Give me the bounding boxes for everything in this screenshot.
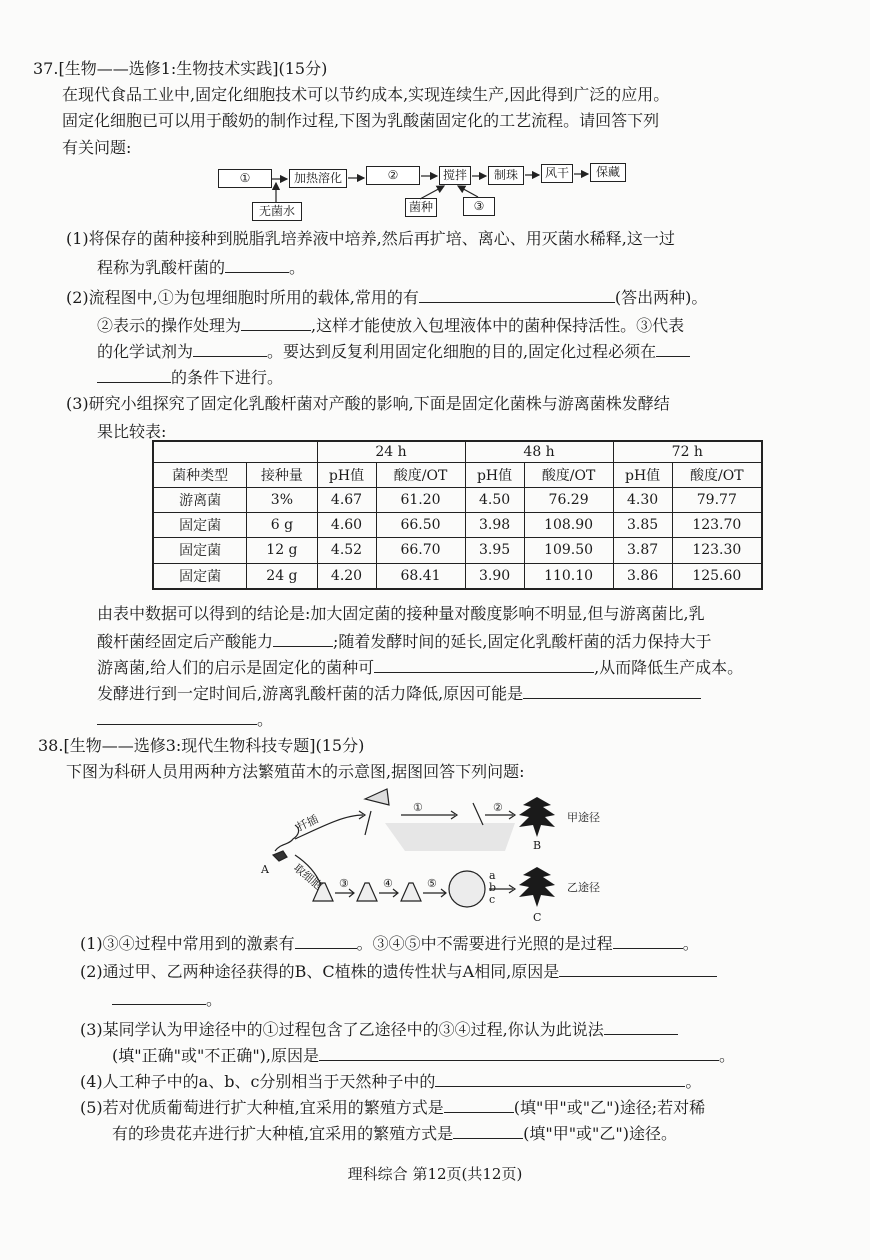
table-cell: 3.86 xyxy=(613,563,672,589)
answer-blank[interactable] xyxy=(613,932,683,949)
q38-q3-line2: (填"正确"或"不正确"),原因是 。 xyxy=(112,1046,736,1065)
table-cell: 固定菌 xyxy=(153,563,247,589)
answer-blank[interactable] xyxy=(559,960,717,977)
answer-blank[interactable] xyxy=(193,340,267,357)
table-cell: 固定菌 xyxy=(153,538,247,563)
flow-input-3: ③ xyxy=(463,197,495,216)
table-cell: 4.60 xyxy=(317,513,376,538)
q38-title: 38.[生物——选修3:现代生物科技专题](15分) xyxy=(38,736,365,755)
leaf-icon xyxy=(273,851,287,861)
q37-p1-line2: 程称为乳酸杆菌的 。 xyxy=(97,258,306,277)
flow-arrows xyxy=(0,0,870,240)
page-footer: 理科综合 第12页(共12页) xyxy=(347,1165,523,1183)
table-cell: 游离菌 xyxy=(153,487,247,512)
answer-blank[interactable] xyxy=(295,932,357,949)
table-cell: 固定菌 xyxy=(153,513,247,538)
label-seed-c: c xyxy=(489,893,496,906)
answer-blank[interactable] xyxy=(319,1044,719,1061)
propagation-figure xyxy=(255,785,615,925)
answer-blank[interactable] xyxy=(523,682,701,699)
q37-p2-line3: 的化学试剂为 。要达到反复利用固定化细胞的目的,固定化过程必须在 xyxy=(97,340,690,363)
table-cell: 6 g xyxy=(247,513,317,538)
table-row xyxy=(153,513,762,538)
q37-intro-1: 在现代食品工业中,固定化细胞技术可以节约成本,实现连续生产,因此得到广泛的应用。 xyxy=(62,85,670,104)
q37-conclusion-5: 。 xyxy=(97,708,273,731)
results-table xyxy=(152,440,763,590)
label-route-jia: 甲途径 xyxy=(567,811,600,824)
plant-a-icon xyxy=(275,825,299,851)
flow-input-strain: 菌种 xyxy=(405,198,437,217)
table-cell: 4.30 xyxy=(613,487,672,512)
q37-conclusion-4: 发酵进行到一定时间后,游离乳酸杆菌的活力降低,原因可能是 xyxy=(97,682,701,705)
plant-b-icon xyxy=(519,797,555,837)
flask-icon xyxy=(357,883,377,901)
label-a: A xyxy=(261,863,269,876)
answer-blank[interactable] xyxy=(656,340,690,357)
table-cell: 24 g xyxy=(247,563,317,589)
q38-q4: (4)人工种子中的a、b、c分别相当于天然种子中的 。 xyxy=(80,1072,702,1091)
answer-blank[interactable] xyxy=(97,708,257,725)
table-row xyxy=(153,563,762,589)
table-cell: 4.67 xyxy=(317,487,376,512)
table-header: 菌种类型 xyxy=(153,462,247,487)
answer-blank[interactable] xyxy=(604,1018,678,1035)
table-row xyxy=(153,487,762,512)
table-row xyxy=(153,538,762,563)
q37-conclusion-3: 游离菌,给人们的启示是固定化的菌种可 ,从而降低生产成本。 xyxy=(97,658,744,677)
funnel-icon xyxy=(365,789,389,805)
q38-q5-line2: 有的珍贵花卉进行扩大种植,宜采用的繁殖方式是 (填"甲"或"乙")途径。 xyxy=(112,1124,678,1143)
q37-p3-line1: (3)研究小组探究了固定化乳酸杆菌对产酸的影响,下面是固定化菌株与游离菌株发酵结 xyxy=(66,394,670,413)
table-cell: 66.70 xyxy=(376,538,465,563)
table-cell: 61.20 xyxy=(376,487,465,512)
table-header: 酸度/OT xyxy=(376,462,465,487)
table-cell: 66.50 xyxy=(376,513,465,538)
table-header: 酸度/OT xyxy=(524,462,613,487)
q37-p3-line2: 果比较表: xyxy=(97,422,167,441)
q37-p2-line1: (2)流程图中,①为包埋细胞时所用的载体,常用的有 (答出两种)。 xyxy=(66,288,708,307)
flow-step-5: 制珠 xyxy=(488,166,524,185)
table-header: pH值 xyxy=(317,462,376,487)
table-time-header: 48 h xyxy=(465,441,613,462)
answer-blank[interactable] xyxy=(444,1096,514,1113)
table-cell: 79.77 xyxy=(672,487,762,512)
label-step-3: ③ xyxy=(339,877,349,890)
table-cell: 108.90 xyxy=(524,513,613,538)
label-step-4: ④ xyxy=(383,877,393,890)
label-seed-b: b xyxy=(489,881,497,894)
table-cell: 110.10 xyxy=(524,563,613,589)
table-time-header: 72 h xyxy=(613,441,762,462)
q37-conclusion-2: 酸杆菌经固定后产酸能力 ;随着发酵时间的延长,固定化乳酸杆菌的活力保持大于 xyxy=(97,632,712,651)
label-cutting: 扦插 xyxy=(294,812,321,834)
table-cell: 123.70 xyxy=(672,513,762,538)
plant-c-icon xyxy=(519,867,555,907)
table-cell: 3.90 xyxy=(465,563,524,589)
q38-q2-line1: (2)通过甲、乙两种途径获得的B、C植株的遗传性状与A相同,原因是 xyxy=(80,960,717,983)
table-header: pH值 xyxy=(613,462,672,487)
label-take-cells: 取细胞 xyxy=(291,861,325,893)
flow-step-2: 加热溶化 xyxy=(289,169,347,188)
table-row xyxy=(153,462,762,487)
table-cell: 68.41 xyxy=(376,563,465,589)
answer-blank[interactable] xyxy=(241,314,311,331)
answer-blank[interactable] xyxy=(273,630,333,647)
flask-icon xyxy=(401,883,421,901)
label-step-1: ① xyxy=(413,801,423,814)
q37-conclusion-1: 由表中数据可以得到的结论是:加大固定菌的接种量对酸度影响不明显,但与游离菌比,乳 xyxy=(97,604,705,623)
label-b: B xyxy=(533,839,542,852)
table-cell: 3.98 xyxy=(465,513,524,538)
q37-title: 37.[生物——选修1:生物技术实践](15分) xyxy=(33,59,328,78)
table-time-header: 24 h xyxy=(317,441,465,462)
artificial-seed-icon xyxy=(449,871,485,907)
label-c: C xyxy=(533,911,542,924)
table-cell: 3% xyxy=(247,487,317,512)
table-cell: 76.29 xyxy=(524,487,613,512)
answer-blank[interactable] xyxy=(225,256,289,273)
flow-step-4: 搅拌 xyxy=(439,166,471,185)
table-cell: 123.30 xyxy=(672,538,762,563)
flow-step-7: 保藏 xyxy=(590,163,626,182)
flow-step-3: ② xyxy=(366,166,420,185)
table-cell: 125.60 xyxy=(672,563,762,589)
table-cell: 12 g xyxy=(247,538,317,563)
table-cell: 3.87 xyxy=(613,538,672,563)
soil-icon xyxy=(385,823,515,851)
flow-input-water: 无菌水 xyxy=(252,202,302,221)
table-cell: 4.50 xyxy=(465,487,524,512)
answer-blank[interactable] xyxy=(97,366,171,383)
answer-blank[interactable] xyxy=(419,286,615,303)
q37-p1-line1: (1)将保存的菌种接种到脱脂乳培养液中培养,然后再扩培、离心、用灭菌水稀释,这一过 xyxy=(66,229,675,248)
table-corner xyxy=(153,441,317,462)
q38-intro: 下图为科研人员用两种方法繁殖苗木的示意图,据图回答下列问题: xyxy=(66,762,525,781)
label-step-2: ② xyxy=(493,801,503,814)
q38-q5-line1: (5)若对优质葡萄进行扩大种植,宜采用的繁殖方式是 (填"甲"或"乙")途径;若对稀 xyxy=(80,1098,706,1117)
label-route-yi: 乙途径 xyxy=(567,881,600,894)
answer-blank[interactable] xyxy=(112,988,206,1005)
table-cell: 4.52 xyxy=(317,538,376,563)
table-header: 接种量 xyxy=(247,462,317,487)
flow-step-1: ① xyxy=(218,169,272,188)
answer-blank[interactable] xyxy=(435,1070,685,1087)
table-cell: 3.95 xyxy=(465,538,524,563)
answer-blank[interactable] xyxy=(453,1122,523,1139)
table-cell: 3.85 xyxy=(613,513,672,538)
table-cell: 109.50 xyxy=(524,538,613,563)
q37-p2-line2: ②表示的操作处理为 ,这样才能使放入包埋液体中的菌种保持活性。③代表 xyxy=(97,316,685,335)
q37-p2-line4: 的条件下进行。 xyxy=(97,366,283,389)
table-header: 酸度/OT xyxy=(672,462,762,487)
table-cell: 4.20 xyxy=(317,563,376,589)
q37-intro-2: 固定化细胞已可以用于酸奶的制作过程,下图为乳酸菌固定化的工艺流程。请回答下列 xyxy=(62,111,660,130)
q37-intro-3: 有关问题: xyxy=(62,138,132,157)
flow-step-6: 风干 xyxy=(541,164,573,183)
label-step-5: ⑤ xyxy=(427,877,437,890)
label-seed-a: a xyxy=(489,869,496,882)
answer-blank[interactable] xyxy=(374,656,594,673)
q38-q3-line1: (3)某同学认为甲途径中的①过程包含了乙途径中的③④过程,你认为此说法 xyxy=(80,1018,678,1041)
table-header: pH值 xyxy=(465,462,524,487)
q38-q1: (1)③④过程中常用到的激素有 。③④⑤中不需要进行光照的是过程 。 xyxy=(80,934,699,953)
q38-q2-line2: 。 xyxy=(112,988,222,1011)
table-row xyxy=(153,441,762,462)
